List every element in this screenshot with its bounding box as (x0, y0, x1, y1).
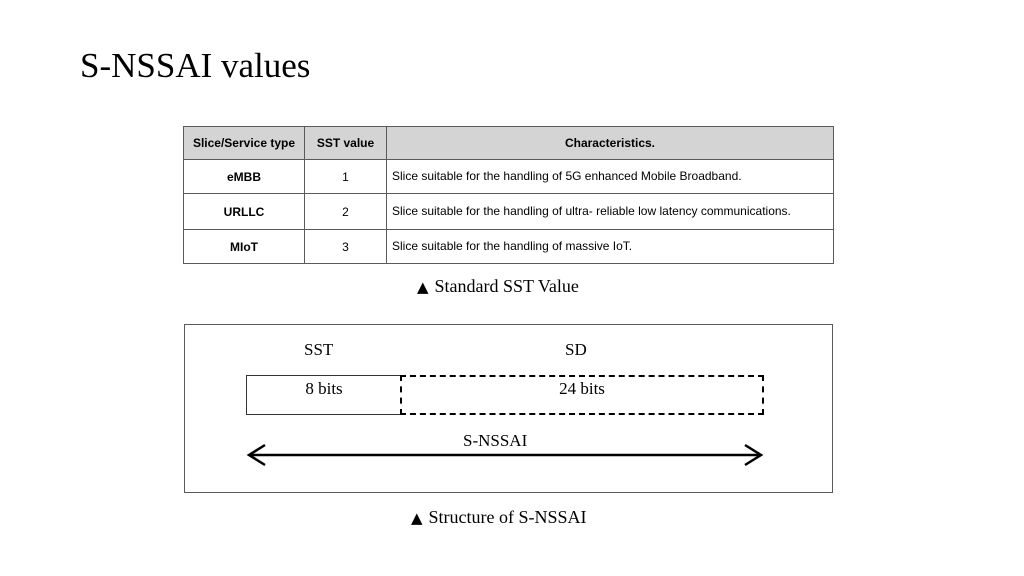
table-row (184, 194, 834, 230)
snssai-structure-diagram (184, 324, 833, 493)
sst-table (183, 126, 834, 264)
row-sst-value: 2 (305, 194, 387, 230)
snssai-span-label: S-NSSAI (463, 431, 528, 450)
triangle-up-icon: ▲ (417, 278, 429, 296)
row-slice-type: MIoT (184, 230, 305, 264)
sst-field-box: 8 bits (246, 375, 401, 415)
sd-field-box: 24 bits (400, 375, 764, 415)
sst-label: SST (304, 340, 334, 359)
triangle-up-icon: ▲ (411, 509, 423, 527)
row-slice-type: URLLC (184, 194, 305, 230)
structure-caption (411, 507, 587, 528)
row-sst-value: 1 (305, 160, 387, 194)
header-slice-type: Slice/Service type (184, 127, 305, 160)
structure-caption-text: Structure of S-NSSAI (428, 507, 587, 527)
table-row (184, 230, 834, 264)
header-sst-value: SST value (305, 127, 387, 160)
table-caption-text: Standard SST Value (434, 276, 579, 296)
table-row (184, 160, 834, 194)
double-arrow-icon (245, 443, 765, 467)
table-header-row (184, 127, 834, 160)
row-slice-type: eMBB (184, 160, 305, 194)
row-sst-value: 3 (305, 230, 387, 264)
row-characteristics: Slice suitable for the handling of massive IoT. (387, 230, 834, 264)
slide-title: S-NSSAI values (80, 46, 311, 85)
sd-label: SD (565, 340, 587, 359)
table-caption (417, 276, 579, 297)
row-characteristics: Slice suitable for the handling of ultra- reliable low latency communications. (387, 194, 834, 230)
row-characteristics: Slice suitable for the handling of 5G enhanced Mobile Broadband. (387, 160, 834, 194)
header-characteristics: Characteristics. (387, 127, 834, 160)
